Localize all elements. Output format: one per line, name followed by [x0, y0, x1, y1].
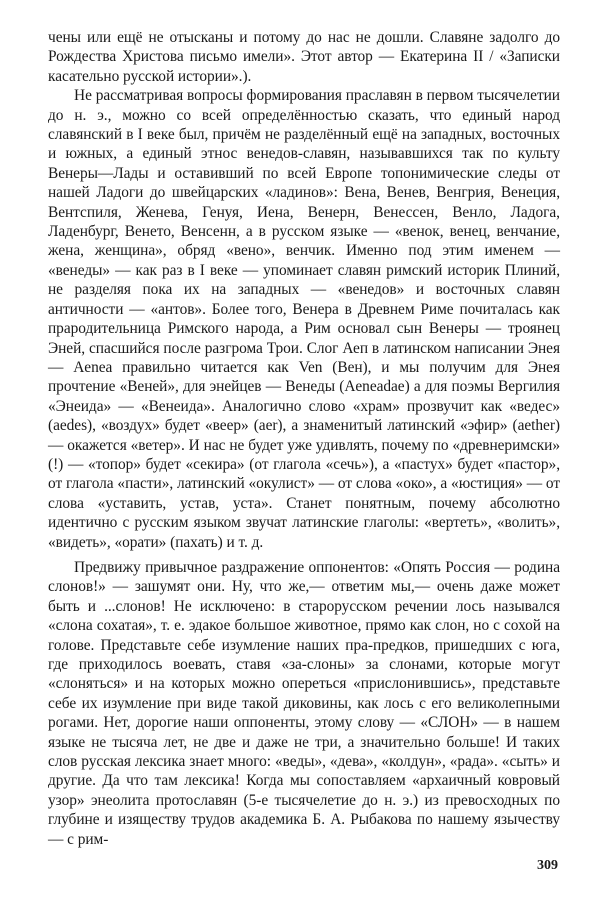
- page-number: 309: [537, 858, 558, 873]
- body-text: [48, 28, 560, 849]
- paragraph-slon: Предвижу привычное раздражение оппонентов: «Опять Россия — родина слонов!» — зашумят они. Ну, что же,— ответим мы,— очень даже может быть и ...слонов! Не исключено: в старорусском речении лось назывался «слона сохатая», т. е. эдакое большое животное, прямо как слон, но с сохой на голове. Представьте себе изумление наших пра-предков, пришедших с юга, где приходилось воевать, ставя «за-слоны» за слонами, которые могут «слоняться» и на которых можно опереться «прислонившись», представьте себе их изумление при виде такой диковины, как лось с его великолепными рогами. Нет, дорогие наши оппоненты, этому слову — «СЛОН» — в нашем языке не тысяча лет, не две и даже не три, а значительно больше! И таких слов русская лексика знает много: «веды», «дева», «колдун», «рада». «сыть» и другие. Да что там лексика! Когда мы сопоставляем «архаичный ковровый узор» энеолита протославян (5-е тысячелетие до н. э.) из превосходных по глубине и изяществу трудов академика Б. А. Рыбакова по нашему язычеству — с рим-: [48, 558, 560, 848]
- paragraph-venedi: Не рассматривая вопросы формирования праславян в первом тысячелетии до н. э., можно со всей определённостью сказать, что единый народ славянский в I веке был, причём не разделённый ещё на западных, восточных и южных, а единый этнос венедов-славян, называвшихся так по культу Венеры—Лады и оставивший по всей Европе топонимические следы от нашей Ладоги до швейцарских «ладинов»: Вена, Венев, Венгрия, Венеция, Вентспиля, Женева, Генуя, Иена, Венерн, Венессен, Венло, Ладога, Ладенбург, Венето, Венсенн, а в русском языке — «венок, венец, венчание, жена, женщина», обряд «вено», венчик. Именно под этим именем — «венеды» — как раз в I веке — упоминает славян римский историк Плиний, не разделяя пока их на западных — «венедов» и восточных славян античности — «антов». Более того, Венера в Древнем Риме почиталась как прародительница Римского народа, а Рим основал сын Венеры — троянец Эней, спасшийся после разгрома Трои. Слог Аеп в латинском написании Энея — Aenea правильно читается как Ven (Вен), и мы получим для Энея прочтение «Веней», для энейцев — Венеды (Aeneadae) а для поэмы Вергилия «Энеида» — «Венеида». Аналогично слово «храм» прозвучит как «ведес» (aedes), «воздух» будет «веер» (aer), а знаменитый латинский «эфир» (aether) — окажется «ветер». И нас не будет уже удивлять, почему по «древнеримски» (!) — «топор» будет «секира» (от глагола «сечь»), а «пастух» будет «пастор», от глагола «пасти», латинский «окулист» — от слова «око», а «юстиция» — от слова «уставить, устав, уста». Станет понятным, почему абсолютно идентично с русским языком звучат латинские глаголы: «вертеть», «волить», «видеть», «орати» (пахать) и т. д.: [48, 87, 560, 551]
- paragraph-continuation: чены или ещё не отысканы и потому до нас не дошли. Славяне задолго до Рождества Христова письмо имели». Этот автор — Екатерина II / «Записки касательно русской истории».).: [48, 29, 560, 85]
